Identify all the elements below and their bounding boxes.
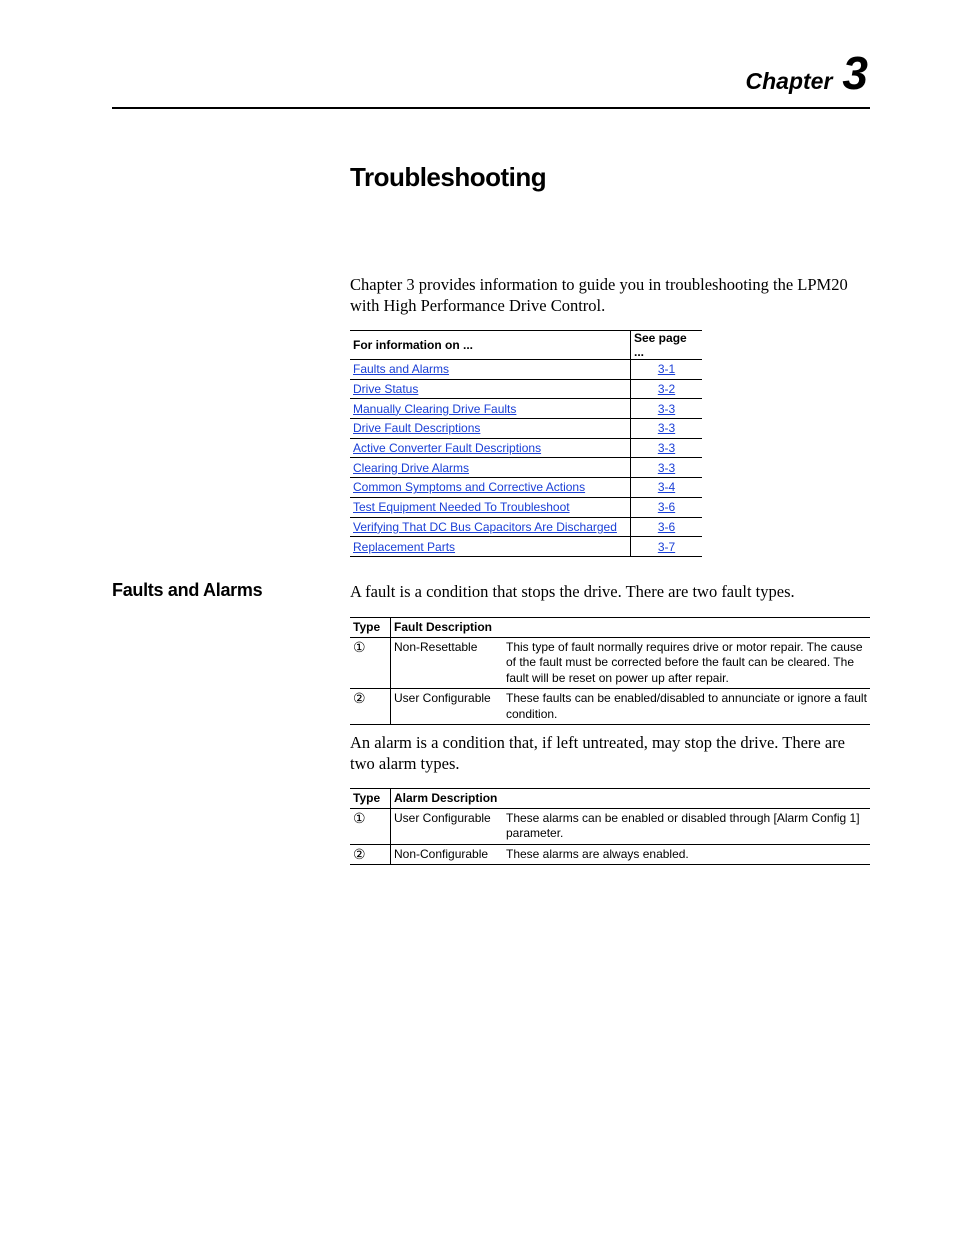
table-row [350, 517, 702, 537]
page-title: Troubleshooting [350, 162, 547, 192]
section-heading-faults-alarms: Faults and Alarms [112, 580, 263, 600]
fault-type-name: Non-Resettable [394, 639, 478, 654]
table-row [350, 808, 870, 844]
fault-type-description: This type of fault normally requires drive or motor repair. The cause of the fault must be corrected before the fault can be cleared. The fault will be reset on power up after repair. [506, 639, 863, 685]
toc-link-topic[interactable]: Active Converter Fault Descriptions [353, 441, 542, 456]
toc-link-topic[interactable]: Replacement Parts [353, 539, 456, 554]
toc-link-page[interactable]: 3-2 [657, 382, 676, 397]
alarm-types-table [350, 788, 870, 865]
toc-header-page: See page ... [631, 331, 703, 360]
chapter-heading [745, 47, 869, 99]
toc-link-topic[interactable]: Drive Fault Descriptions [353, 421, 481, 436]
toc-link-page[interactable]: 3-3 [657, 441, 676, 456]
toc-link-topic[interactable]: Test Equipment Needed To Troubleshoot [353, 500, 570, 515]
toc-header-topic: For information on ... [353, 338, 473, 352]
toc-link-topic[interactable]: Common Symptoms and Corrective Actions [353, 480, 586, 495]
table-row [350, 844, 870, 865]
toc-link-topic[interactable]: Faults and Alarms [353, 362, 450, 377]
toc-link-topic[interactable]: Manually Clearing Drive Faults [353, 401, 517, 416]
table-row [350, 537, 702, 557]
toc-header-row [350, 331, 702, 360]
table-row [350, 497, 702, 517]
fault-intro-paragraph: A fault is a condition that stops the drive. There are two fault types. [350, 582, 795, 601]
fault-header-desc: Fault Description [394, 620, 493, 634]
toc-link-page[interactable]: 3-4 [657, 480, 676, 495]
chapter-rule [112, 107, 870, 109]
intro-paragraph: Chapter 3 provides information to guide you in troubleshooting the LPM20 with High Performance Drive Control. [350, 275, 848, 315]
alarm-table-header-row [350, 789, 870, 809]
table-row [350, 379, 702, 399]
toc-link-page[interactable]: 3-7 [657, 539, 676, 554]
table-row [350, 637, 870, 689]
fault-type-name: User Configurable [394, 691, 491, 705]
chapter-number: 3 [842, 47, 868, 99]
alarm-header-type: Type [350, 789, 391, 809]
type-marker: ① [350, 808, 391, 844]
table-row [350, 458, 702, 478]
fault-types-table [350, 617, 870, 725]
table-row [350, 478, 702, 498]
type-marker: ② [350, 844, 391, 865]
toc-link-page[interactable]: 3-6 [657, 519, 676, 534]
fault-table-header-row [350, 618, 870, 638]
alarm-type-name: User Configurable [394, 810, 491, 825]
toc-link-page[interactable]: 3-3 [657, 460, 676, 475]
table-row [350, 360, 702, 380]
type-marker: ① [350, 637, 391, 689]
toc-link-page[interactable]: 3-1 [657, 362, 676, 377]
fault-header-type: Type [350, 618, 391, 638]
alarm-intro-paragraph: An alarm is a condition that, if left untreated, may stop the drive. There are two alarm types. [350, 733, 845, 773]
toc-table [350, 330, 702, 557]
table-row [350, 438, 702, 458]
fault-type-description: These faults can be enabled/disabled to annunciate or ignore a fault condition. [506, 691, 867, 721]
alarm-type-description: These alarms can be enabled or disabled through [Alarm Config 1] parameter. [506, 810, 860, 840]
toc-link-topic[interactable]: Clearing Drive Alarms [353, 460, 470, 475]
table-row [350, 399, 702, 419]
table-row [350, 689, 870, 725]
alarm-header-desc: Alarm Description [394, 791, 498, 805]
chapter-label: Chapter [745, 68, 833, 94]
toc-link-topic[interactable]: Drive Status [353, 382, 419, 397]
alarm-type-name: Non-Configurable [394, 846, 489, 861]
toc-link-page[interactable]: 3-6 [657, 500, 676, 515]
toc-link-topic[interactable]: Verifying That DC Bus Capacitors Are Discharged [353, 519, 617, 534]
toc-link-page[interactable]: 3-3 [657, 401, 676, 416]
toc-link-page[interactable]: 3-3 [657, 421, 676, 436]
type-marker: ② [350, 689, 391, 725]
alarm-type-description: These alarms are always enabled. [506, 846, 689, 861]
table-row [350, 419, 702, 439]
